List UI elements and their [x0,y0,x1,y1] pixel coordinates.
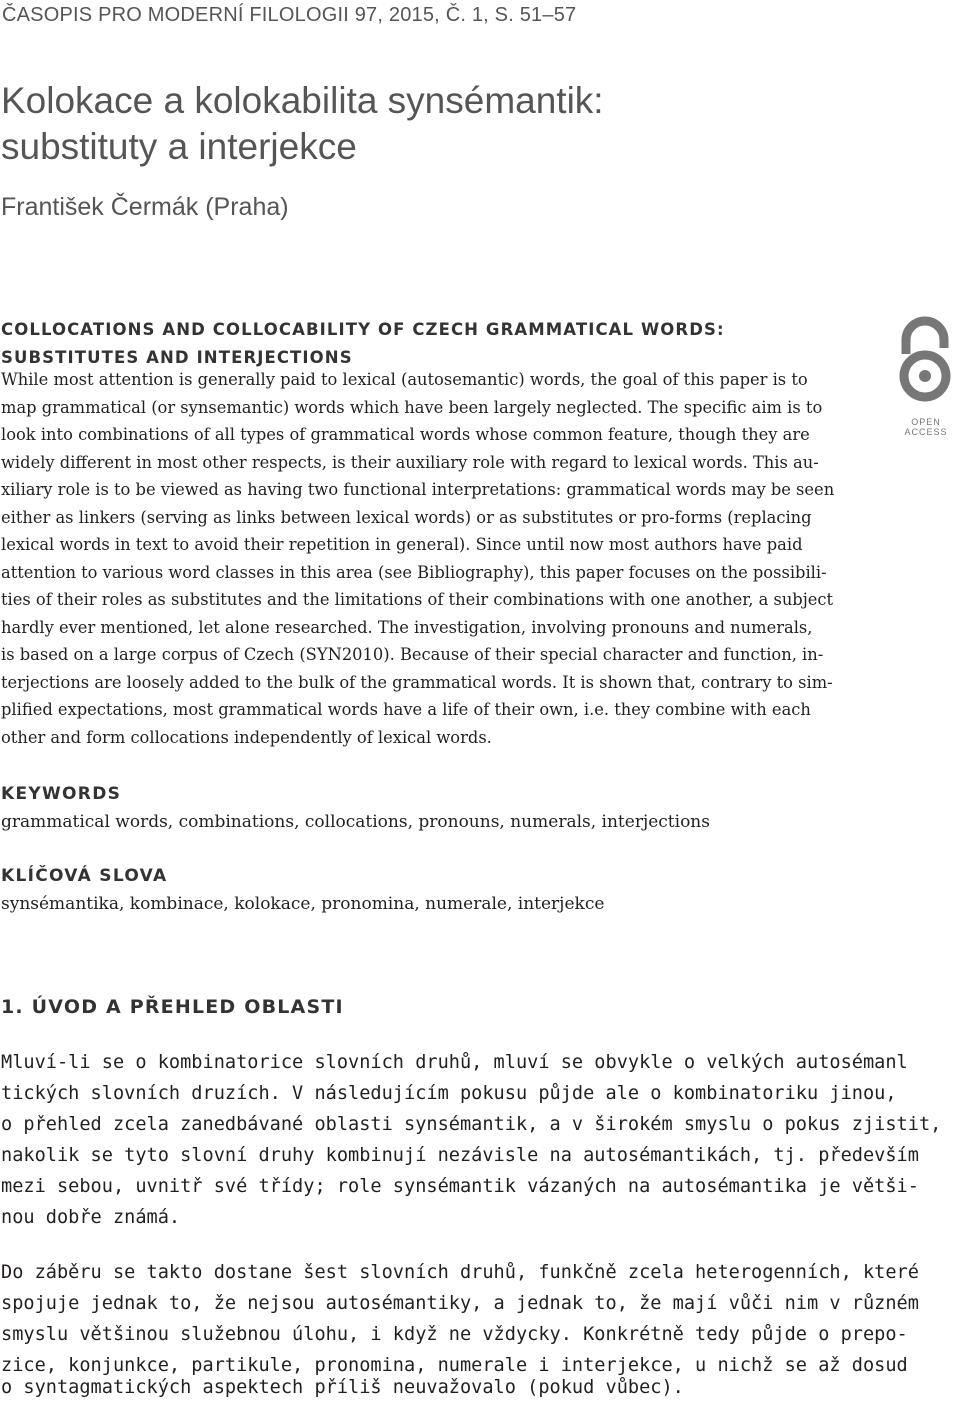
keywords-heading: KEYWORDS [1,784,122,804]
abstract-line: terjections are loosely added to the bulk of the grammatical words. It is shown that, contrary to sim- [1,672,833,692]
open-access-label: OPEN ACCESS [904,417,948,437]
abstract-line: other and form collocations independently of lexical words. [1,727,492,747]
journal-header: ČASOPIS PRO MODERNÍ FILOLOGII 97, 2015, Č. 1, S. 51–57 [2,4,577,26]
abstract-heading-line-1: COLLOCATIONS AND COLLOCABILITY OF CZECH GRAMMATICAL WORDS: [1,320,725,339]
paragraph-2-line: o syntagmatických aspektech příliš neuvažovalo (pokud vůbec). [1,1377,684,1398]
abstract-line: xiliary role is to be viewed as having two functional interpretations: grammatical words may be seen [1,480,835,499]
paragraph-1-line: tických slovních druzích. V následujícím pokusu půjde ale o kombinatoriku jinou, [1,1083,897,1104]
section-heading: 1. ÚVOD A PŘEHLED OBLASTI [1,996,344,1018]
abstract-heading-line-2: SUBSTITUTES AND INTERJECTIONS [1,348,353,367]
title-line-2: substituty a interjekce [1,126,357,167]
abstract-heading [1,316,881,372]
article-title [1,78,861,170]
open-access-badge [890,314,960,437]
paragraph-1-line: mezi sebou, uvnitř své třídy; role synsémantik vázaných na autosémantika je větši- [1,1176,919,1197]
title-line-1: Kolokace a kolokabilita synsémantik: [1,80,604,121]
abstract-line: map grammatical (or synsemantic) words which have been largely neglected. The specific aim is to [1,397,823,417]
abstract-line: attention to various word classes in this area (see Bibliography), this paper focuses on the possibili- [1,562,827,582]
klicova-slova-heading: KLÍČOVÁ SLOVA [1,866,168,886]
abstract-line: While most attention is generally paid to lexical (autosemantic) words, the goal of this paper is to [1,370,808,389]
paragraph-2-line: Do záběru se takto dostane šest slovních druhů, funkčně zcela heterogenních, které [1,1262,919,1283]
paragraph-1-line: nakolik se tyto slovní druhy kombinují nezávisle na autosémantikách, tj. především [1,1145,919,1166]
abstract-line: widely different in most other respects, is their auxiliary role with regard to lexical words. This au- [1,452,819,472]
abstract-line: either as linkers (serving as links between lexical words) or as substitutes or pro-forms (replacing [1,507,812,527]
abstract-line: ties of their roles as substitutes and the limitations of their combinations with one another, a subject [1,590,834,609]
keywords-text: grammatical words, combinations, collocations, pronouns, numerals, interjections [1,812,710,832]
paragraph-1-line: o přehled zcela zanedbávané oblasti synsémantik, a v širokém smyslu o pokus zjistit, [1,1114,942,1135]
abstract-line: plified expectations, most grammatical words have a life of their own, i.e. they combine with each [1,700,811,719]
abstract-line: hardly ever mentioned, let alone researched. The investigation, involving pronouns and numerals, [1,617,813,637]
paragraph-2-line: spojuje jednak to, že nejsou autosémantiky, a jednak to, že mají vůči nim v různém [1,1293,919,1314]
abstract-line: is based on a large corpus of Czech (SYN2010). Because of their special character and function, in- [1,645,824,664]
author: František Čermák (Praha) [1,193,289,221]
paragraph-2-line: smyslu většinou služebnou úlohu, i když ne vždycky. Konkrétně tedy půjde o prepo- [1,1324,908,1345]
abstract-line: lexical words in text to avoid their repetition in general). Since until now most authors have paid [1,535,803,554]
abstract-line: look into combinations of all types of grammatical words whose common feature, though they are [1,425,810,444]
open-access-icon [890,314,960,414]
paragraph-1-line: nou dobře známá. [1,1207,181,1228]
paragraph-1-line: Mluví-li se o kombinatorice slovních druhů, mluví se obvykle o velkých autosémanl [1,1052,908,1073]
klicova-slova-text: synsémantika, kombinace, kolokace, pronomina, numerale, interjekce [1,894,605,914]
paragraph-2-line: zice, konjunkce, partikule, pronomina, numerale i interjekce, u nichž se až dosud [1,1355,908,1376]
